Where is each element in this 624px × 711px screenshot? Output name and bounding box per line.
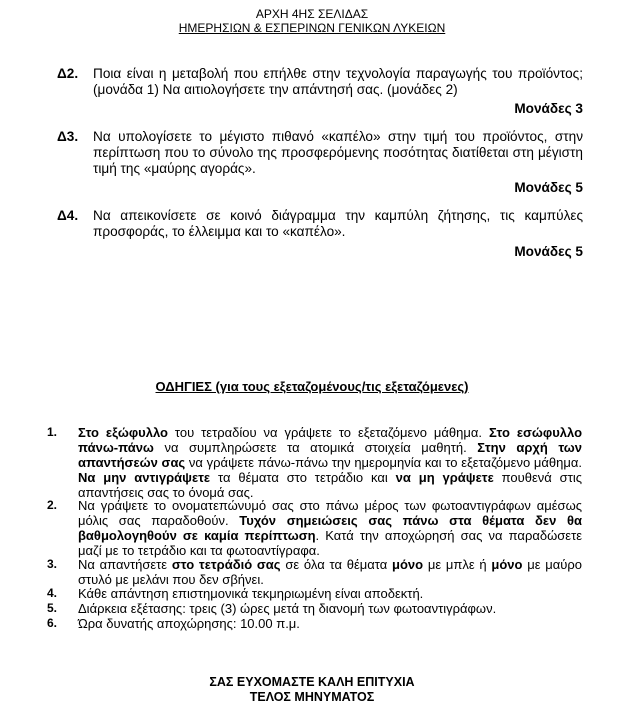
instruction-emphasis: Να μην αντιγράψετε [78,470,211,485]
instruction-run: Ώρα δυνατής αποχώρησης: 10.00 π.μ. [78,616,300,631]
footer-end: ΤΕΛΟΣ ΜΗΝΥΜΑΤΟΣ [249,690,375,704]
instruction-run: σε όλα τα θέματα [280,557,392,572]
page-header-line2: ΗΜΕΡΗΣΙΩΝ & ΕΣΠΕΡΙΝΩΝ ΓΕΝΙΚΩΝ ΛΥΚΕΙΩΝ [178,21,446,35]
question-d4 [57,208,583,240]
instruction-number: 2. [47,498,58,512]
instruction-emphasis: Τυχόν σημειώσεις σας πάνω στα θέματα δεν θα βαθμολογηθούν σε καμία περίπτωση [78,513,583,543]
instruction-text [78,601,582,616]
question-marks: Μονάδες 3 [514,101,583,116]
page-header [0,7,624,35]
question-label: Δ2. [57,66,79,81]
instruction-item [47,498,582,558]
page-header-line1: ΑΡΧΗ 4ΗΣ ΣΕΛΙΔΑΣ [255,7,369,21]
instruction-item [47,557,582,587]
instruction-run: να γράψετε πάνω-πάνω την ημερομηνία και το εξεταζόμενο μάθημα. [185,455,582,470]
instruction-text [78,616,582,631]
instruction-emphasis: Στο εσώφυλλο πάνω-πάνω [78,425,583,455]
question-text: Ποια είναι η μεταβολή που επήλθε στην τεχνολογία παραγωγής του προϊόντος; (μονάδα 1) Να αιτιολογήσετε την απάντησή σας. (μονάδες 2) [93,66,583,97]
instruction-run: να συμπληρώσετε τα ατομικά στοιχεία μαθητή. [153,440,478,455]
instruction-run: Διάρκεια εξέτασης: τρεις (3) ώρες μετά τη διανομή των φωτοαντιγράφων. [78,601,497,616]
instruction-item [47,425,582,500]
instruction-emphasis: στο τετράδιό σας [171,557,281,572]
question-d2 [57,66,583,98]
instruction-run: . Κατά την αποχώρησή σας να παραδώσετε μαζί με το τετράδιο και τα φωτοαντίγραφα. [78,528,582,558]
instruction-text [78,586,582,601]
question-text: Να υπολογίσετε το μέγιστο πιθανό «καπέλο» στην τιμή του προϊόντος, στην περίπτωση που το σύνολο της προσφερόμενης ποσότητας διατίθεται στη μέγιστη τιμή της «μαύρης αγοράς». [93,129,583,176]
instruction-run: Να απαντήσετε [78,557,172,572]
instruction-number: 1. [47,425,58,439]
question-d3 [57,129,583,177]
question-text: Να απεικονίσετε σε κοινό διάγραμμα την καμπύλη ζήτησης, τις καμπύλες προσφοράς, το έλλειμμα και το «καπέλο». [93,208,583,239]
instruction-number: 3. [47,557,58,571]
instruction-emphasis: Στο εξώφυλλο [78,425,168,440]
instruction-text [78,498,582,558]
instruction-item [47,601,582,616]
instruction-item [47,616,582,631]
instruction-emphasis: να μη γράψετε [395,470,494,485]
instruction-item [47,586,582,601]
instruction-emphasis: Στην αρχή των απαντήσεών σας [78,440,582,470]
footer-wish: ΣΑΣ ΕΥΧΟΜΑΣΤΕ ΚΑΛΗ ΕΠΙΤΥΧΙΑ [209,675,415,689]
instruction-run: τα θέματα στο τετράδιο και [210,470,396,485]
instruction-emphasis: μόνο [391,557,424,572]
question-label: Δ4. [57,208,79,223]
instruction-number: 4. [47,586,58,600]
instruction-run: του τετραδίου να γράψετε το εξεταζόμενο μάθημα. [167,425,489,440]
instruction-run: με μαύρο στυλό με μελάνι που δεν σβήνει. [78,557,583,587]
instruction-text [78,425,582,500]
instruction-number: 6. [47,616,58,630]
instruction-text [78,557,582,587]
question-marks: Μονάδες 5 [514,244,583,259]
instruction-run: Να γράψετε το ονοματεπώνυμό σας στο πάνω μέρος των φωτοαντιγράφων αμέσως μόλις σας παραδοθούν. [78,498,582,528]
question-marks: Μονάδες 5 [514,180,583,195]
instructions-title: ΟΔΗΓΙΕΣ (για τους εξεταζομένους/τις εξεταζόμενες) [155,379,469,394]
instruction-emphasis: μόνο [491,557,523,572]
page-footer [0,675,624,705]
instruction-run: πουθενά στις απαντήσεις σας το όνομά σας. [78,470,582,500]
question-label: Δ3. [57,129,79,144]
instruction-run: Κάθε απάντηση επιστημονικά τεκμηριωμένη είναι αποδεκτή. [78,586,424,601]
instruction-run: με μπλε ή [423,557,492,572]
instruction-number: 5. [47,601,58,615]
